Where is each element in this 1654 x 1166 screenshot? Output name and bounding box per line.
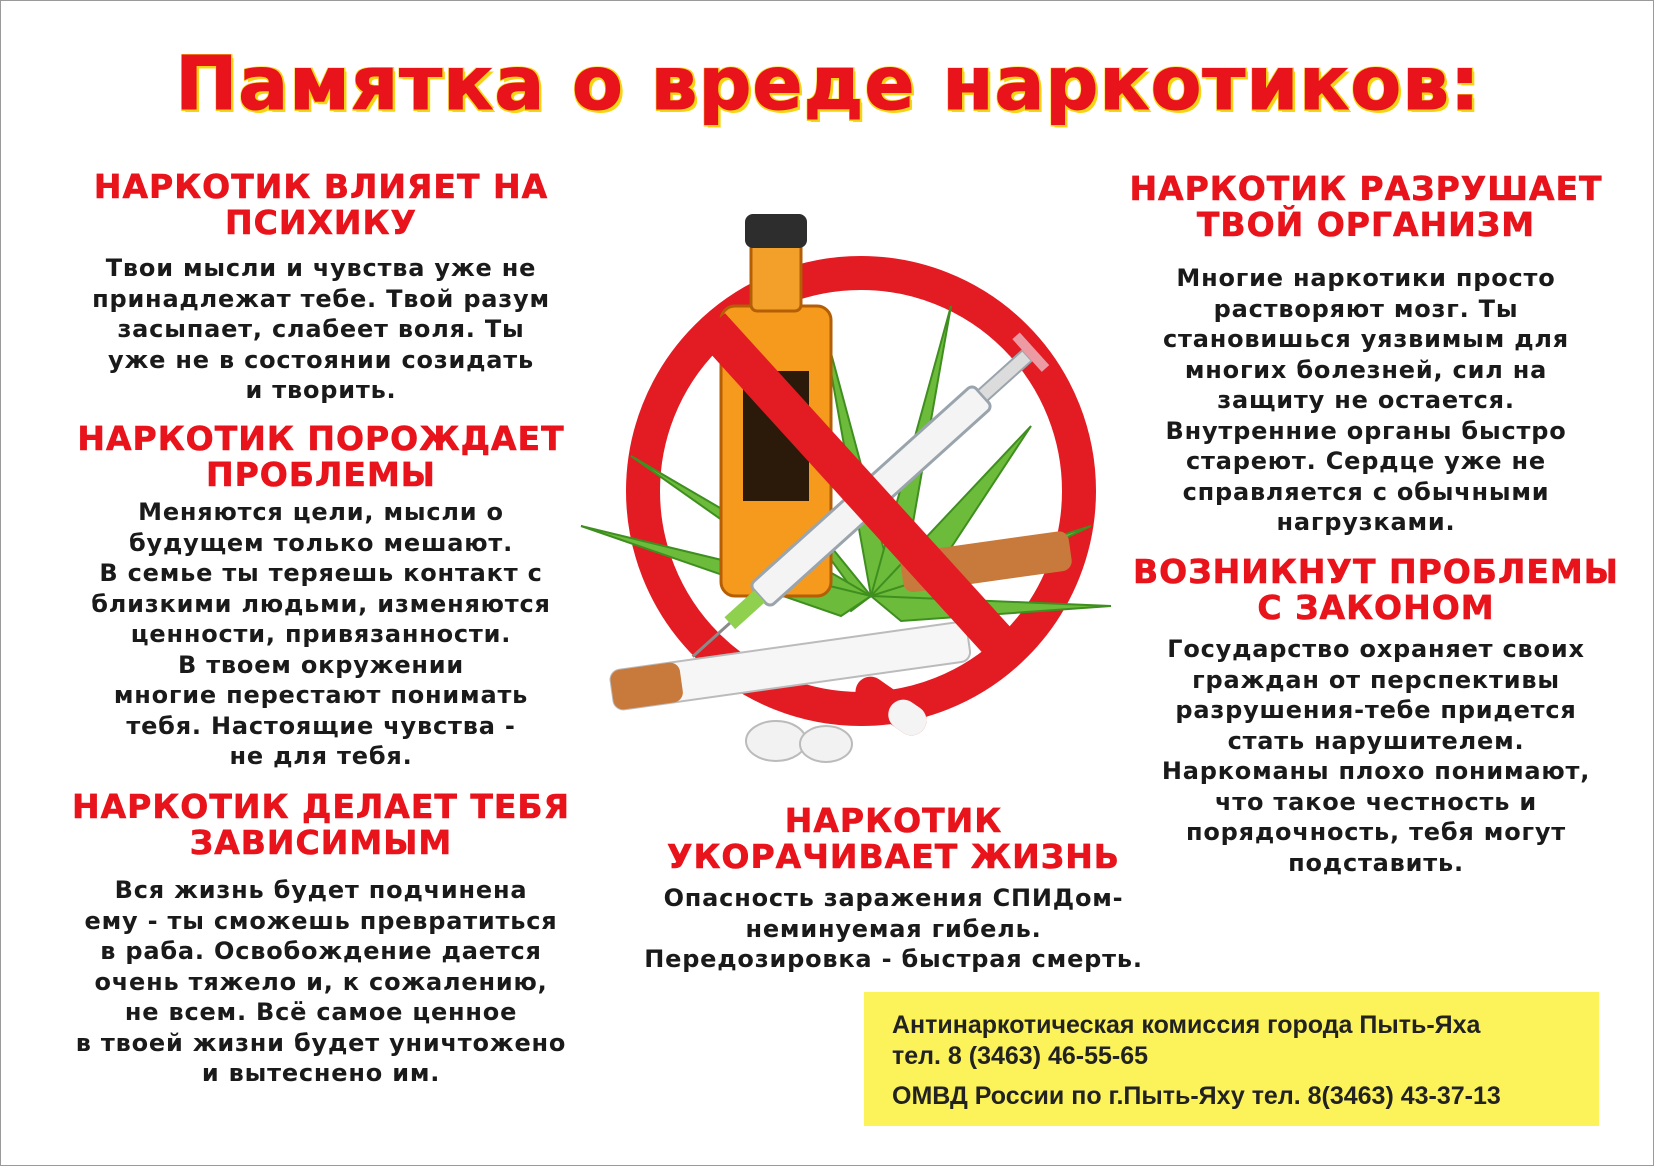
section-text: Многие наркотики просто растворяют мозг. Ты становишься уязвимым для многих болезней, сил на защиту не остается. Внутренние органы быстро стареют. Сердце уже не справляется с обычными нагрузками. — [1163, 264, 1569, 536]
section-text: Опасность заражения СПИДом- неминуемая гибель. Передозировка - быстрая смерть. — [644, 884, 1143, 973]
section-heading: НАРКОТИК ДЕЛАЕТ ТЕБЯ ЗАВИСИМЫМ — [71, 787, 570, 862]
section-organism — [1101, 171, 1631, 538]
section-heading: НАРКОТИК ВЛИЯЕТ НА ПСИХИКУ — [93, 167, 549, 242]
section-text: Меняются цели, мысли о будущем только мешают. В семье ты теряешь контакт с близкими людьми, изменяются ценности, привязанности. В твоем окружении многие перестают понимать тебя. Настоящие чувства - не для тебя. — [91, 498, 551, 770]
contacts-box — [864, 992, 1599, 1126]
section-heading: ВОЗНИКНУТ ПРОБЛЕМЫ С ЗАКОНОМ — [1133, 552, 1619, 627]
contacts-phone: тел. 8 (3463) 46-55-65 — [892, 1042, 1149, 1070]
section-dependent — [41, 789, 601, 1089]
section-text: Вся жизнь будет подчинена ему - ты сможешь превратиться в раба. Освобождение дается очень тяжело и, к сожалению, не всем. Всё самое ценное в твоей жизни будет уничтожено и вытеснено им. — [75, 876, 567, 1087]
prohibition-illustration — [571, 196, 1151, 786]
section-heading: НАРКОТИК РАЗРУШАЕТ ТВОЙ ОРГАНИЗМ — [1129, 169, 1603, 244]
section-life — [611, 803, 1176, 975]
contacts-police: ОМВД России по г.Пыть-Яху тел. 8(3463) 43-37-13 — [892, 1082, 1501, 1110]
section-text: Твои мысли и чувства уже не принадлежат тебе. Твой разум засыпает, слабеет воля. Ты уже не в состоянии созидать и творить. — [92, 254, 550, 404]
section-text: Государство охраняет своих граждан от перспективы разрушения-тебе придется стать нарушителем. Наркоманы плохо понимают, что такое честность и порядочность, тебя могут подставить. — [1161, 635, 1591, 877]
section-psyche — [41, 169, 601, 406]
page-title: Памятка о вреде наркотиков: — [175, 41, 1481, 127]
section-law — [1111, 554, 1641, 878]
section-heading: НАРКОТИК ПОРОЖДАЕТ ПРОБЛЕМЫ — [77, 419, 565, 494]
contacts-line: Антинаркотическая комиссия города Пыть-Яха — [892, 1011, 1481, 1039]
section-problems — [41, 421, 601, 772]
section-heading: НАРКОТИК УКОРАЧИВАЕТ ЖИЗНЬ — [667, 801, 1120, 876]
